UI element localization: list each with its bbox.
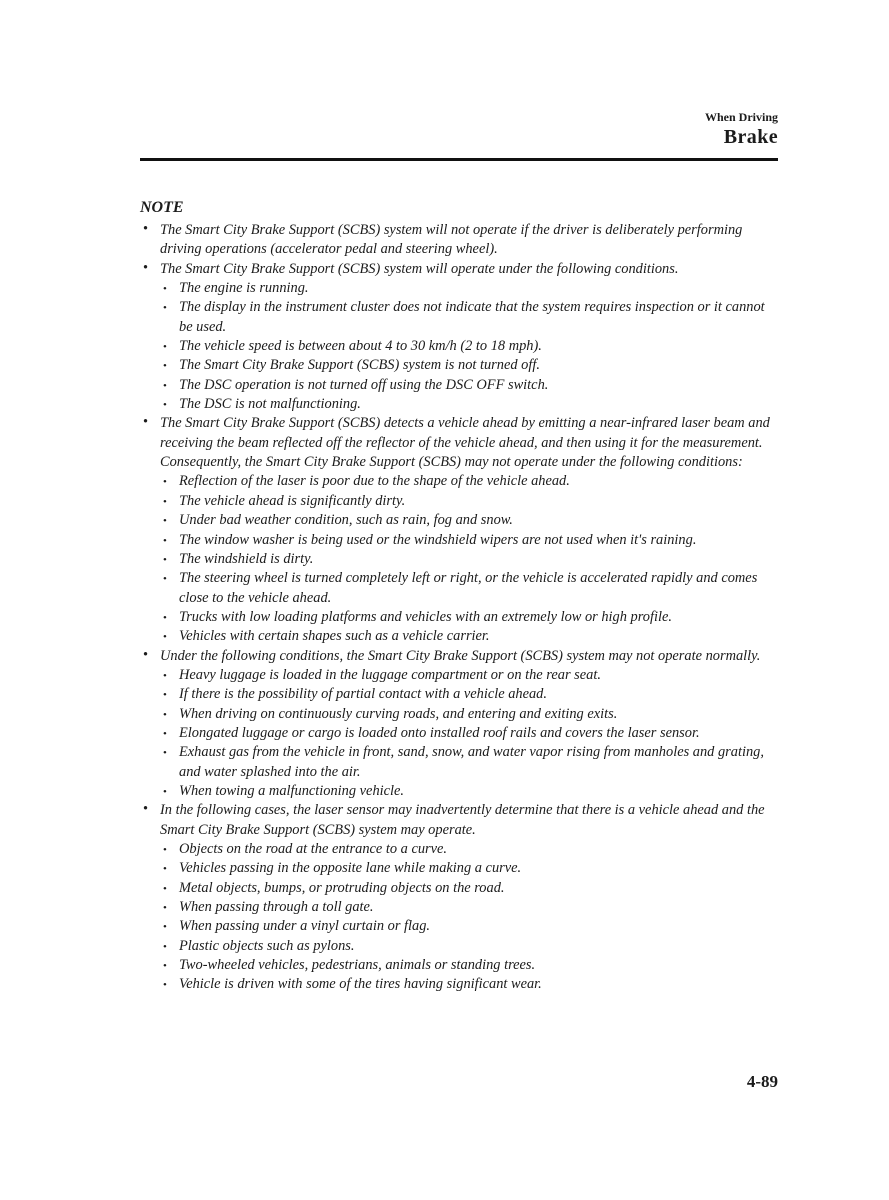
sub-list-item-text: The window washer is being used or the windshield wipers are not used when it's raining. xyxy=(179,531,697,548)
bullet-icon xyxy=(143,259,148,278)
sub-list-item-text: Vehicles passing in the opposite lane while making a curve. xyxy=(179,860,522,877)
sub-bullet-icon xyxy=(163,976,167,995)
sub-list-item xyxy=(140,782,778,801)
bullet-icon xyxy=(143,220,148,239)
sub-bullet-icon xyxy=(163,357,167,376)
note-item xyxy=(140,801,778,994)
sub-bullet-icon xyxy=(163,783,167,802)
list-item xyxy=(140,647,778,666)
sub-list-item xyxy=(140,531,778,550)
sub-list-item-text: When driving on continuously curving roads, and entering and exiting exits. xyxy=(179,705,618,722)
sub-list-item-text: Objects on the road at the entrance to a curve. xyxy=(179,841,448,857)
sub-list-item-text: Trucks with low loading platforms and vehicles with an extremely low or high profile. xyxy=(179,608,672,625)
sub-bullet-icon xyxy=(163,628,167,647)
sub-list-item-text: The engine is running. xyxy=(179,280,309,297)
sub-list-item xyxy=(140,840,778,859)
bullet-icon xyxy=(143,646,148,665)
list-item xyxy=(140,801,778,840)
sub-list-item xyxy=(140,395,778,414)
sub-list-item xyxy=(140,472,778,491)
page-header xyxy=(140,110,778,150)
note-label: NOTE xyxy=(140,199,184,216)
sub-list-item xyxy=(140,511,778,530)
sub-list-item-text: The vehicle ahead is significantly dirty. xyxy=(179,492,406,509)
sub-list-item-text: Elongated luggage or cargo is loaded onto installed roof rails and covers the laser sensor. xyxy=(179,724,700,741)
sub-bullet-icon xyxy=(163,377,167,396)
sub-list-item xyxy=(140,956,778,975)
note-list xyxy=(140,221,778,995)
note-item xyxy=(140,647,778,802)
note-item xyxy=(140,260,778,415)
sub-list-item xyxy=(140,279,778,298)
sub-list-item xyxy=(140,337,778,356)
sub-bullet-icon xyxy=(163,899,167,918)
note-item xyxy=(140,414,778,646)
sub-list-item-text: Vehicle is driven with some of the tires having significant wear. xyxy=(179,976,542,993)
sub-list-item-text: Two-wheeled vehicles, pedestrians, animals or standing trees. xyxy=(179,957,536,974)
sub-bullet-icon xyxy=(163,725,167,744)
sub-bullet-icon xyxy=(163,338,167,357)
note-sublist xyxy=(140,840,778,995)
sub-bullet-icon xyxy=(163,744,167,763)
sub-list-item-text: Under bad weather condition, such as rain, fog and snow. xyxy=(179,512,513,529)
sub-bullet-icon xyxy=(163,957,167,976)
header-section-label: When Driving xyxy=(704,110,778,124)
note-item xyxy=(140,221,778,260)
sub-list-item-text: The DSC operation is not turned off using the DSC OFF switch. xyxy=(179,376,549,393)
sub-list-item xyxy=(140,492,778,511)
header-divider xyxy=(140,158,778,161)
sub-list-item xyxy=(140,666,778,685)
sub-list-item xyxy=(140,917,778,936)
sub-bullet-icon xyxy=(163,551,167,570)
sub-list-item xyxy=(140,975,778,994)
sub-list-item-text: Heavy luggage is loaded in the luggage compartment or on the rear seat. xyxy=(179,666,601,683)
list-item-text: Under the following conditions, the Smart City Brake Support (SCBS) system may not operate normally. xyxy=(160,647,761,664)
list-item-text: In the following cases, the laser sensor may inadvertently determine that there is a vehicle ahead and the Smart City Brake Support (SCBS) system may operate. xyxy=(160,802,765,838)
sub-list-item xyxy=(140,376,778,395)
page-title: Brake xyxy=(723,126,778,148)
sub-bullet-icon xyxy=(163,667,167,686)
sub-bullet-icon xyxy=(163,841,167,860)
bullet-icon xyxy=(143,800,148,819)
sub-list-item xyxy=(140,550,778,569)
sub-list-item-text: When towing a malfunctioning vehicle. xyxy=(179,782,405,799)
note-sublist xyxy=(140,666,778,801)
sub-bullet-icon xyxy=(163,938,167,957)
sub-list-item xyxy=(140,705,778,724)
sub-list-item xyxy=(140,898,778,917)
page-number: 4-89 xyxy=(746,1072,778,1091)
sub-bullet-icon xyxy=(163,706,167,725)
sub-list-item-text: The display in the instrument cluster does not indicate that the system requires inspection or it cannot be used. xyxy=(179,299,765,335)
sub-list-item-text: The Smart City Brake Support (SCBS) system is not turned off. xyxy=(179,357,540,374)
bullet-icon xyxy=(143,413,148,432)
sub-bullet-icon xyxy=(163,532,167,551)
sub-list-item-text: The DSC is not malfunctioning. xyxy=(179,396,361,413)
manual-page xyxy=(140,110,778,995)
sub-bullet-icon xyxy=(163,280,167,299)
list-item-text: The Smart City Brake Support (SCBS) system will not operate if the driver is deliberately performing driving operations (accelerator pedal and steering wheel). xyxy=(160,222,743,258)
sub-bullet-icon xyxy=(163,512,167,531)
sub-bullet-icon xyxy=(163,493,167,512)
sub-bullet-icon xyxy=(163,396,167,415)
sub-list-item xyxy=(140,627,778,646)
sub-list-item xyxy=(140,356,778,375)
sub-list-item xyxy=(140,569,778,608)
sub-bullet-icon xyxy=(163,609,167,628)
sub-bullet-icon xyxy=(163,918,167,937)
note-sublist xyxy=(140,279,778,414)
note-sublist xyxy=(140,472,778,646)
sub-list-item xyxy=(140,743,778,782)
sub-bullet-icon xyxy=(163,880,167,899)
sub-list-item xyxy=(140,608,778,627)
sub-list-item-text: Plastic objects such as pylons. xyxy=(179,937,355,954)
list-item xyxy=(140,260,778,279)
sub-list-item-text: Vehicles with certain shapes such as a vehicle carrier. xyxy=(179,628,490,645)
list-item xyxy=(140,221,778,260)
list-item-text: The Smart City Brake Support (SCBS) detects a vehicle ahead by emitting a near-infrared laser beam and receiving the beam reflected off the reflector of the vehicle ahead, and then using it for the measurement. Consequently, the Smart City Brake Support (SCBS) may not operate under the following conditions: xyxy=(160,415,770,471)
sub-list-item-text: The steering wheel is turned completely left or right, or the vehicle is accelerated rapidly and comes close to the vehicle ahead. xyxy=(179,570,758,606)
sub-list-item-text: If there is the possibility of partial contact with a vehicle ahead. xyxy=(179,686,547,703)
sub-list-item xyxy=(140,724,778,743)
sub-list-item-text: When passing under a vinyl curtain or flag. xyxy=(179,918,431,935)
sub-list-item xyxy=(140,298,778,337)
sub-bullet-icon xyxy=(163,860,167,879)
sub-bullet-icon xyxy=(163,570,167,589)
sub-list-item-text: The windshield is dirty. xyxy=(179,550,314,567)
sub-bullet-icon xyxy=(163,299,167,318)
sub-list-item xyxy=(140,937,778,956)
sub-bullet-icon xyxy=(163,686,167,705)
list-item xyxy=(140,414,778,472)
sub-list-item xyxy=(140,859,778,878)
sub-list-item-text: When passing through a toll gate. xyxy=(179,899,374,916)
sub-list-item xyxy=(140,879,778,898)
sub-list-item-text: Metal objects, bumps, or protruding objects on the road. xyxy=(179,879,505,896)
sub-list-item xyxy=(140,685,778,704)
sub-bullet-icon xyxy=(163,473,167,492)
list-item-text: The Smart City Brake Support (SCBS) system will operate under the following conditions. xyxy=(160,260,679,277)
sub-list-item-text: Reflection of the laser is poor due to the shape of the vehicle ahead. xyxy=(179,473,570,490)
sub-list-item-text: The vehicle speed is between about 4 to 30 km/h (2 to 18 mph). xyxy=(179,338,542,355)
sub-list-item-text: Exhaust gas from the vehicle in front, sand, snow, and water vapor rising from manholes and grating, and water splashed into the air. xyxy=(179,744,764,780)
